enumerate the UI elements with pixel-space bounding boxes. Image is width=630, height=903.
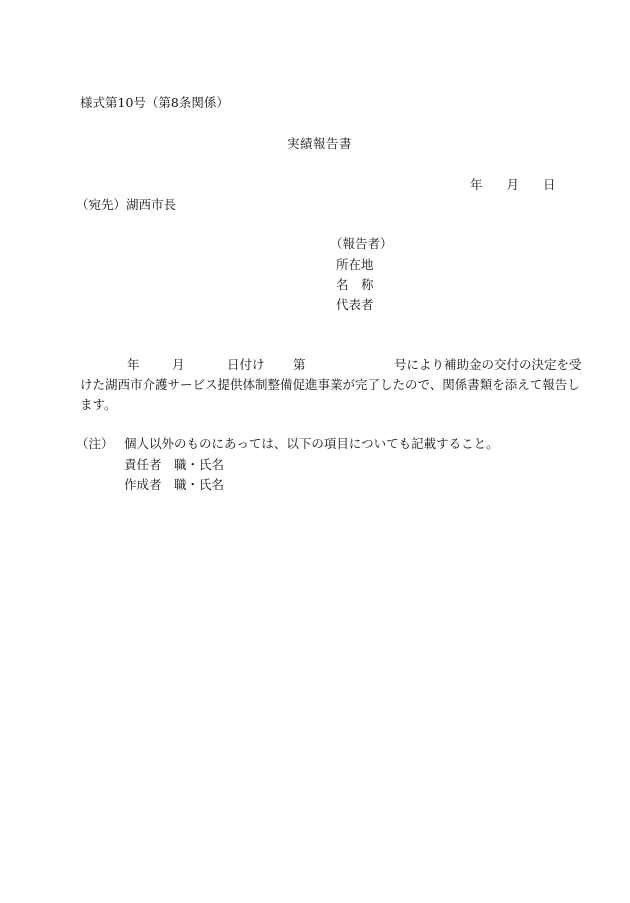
reporter-address-label: 所在地 [336, 257, 374, 272]
note-item-author: 作成者 職・氏名 [124, 477, 225, 492]
body-clause-end: 号により補助金の交付の決定を受 [394, 357, 582, 372]
body-month: 月 [172, 357, 185, 372]
note-text: 個人以外のものにあっては、以下の項目についても記載すること。 [124, 436, 499, 451]
reporter-heading: （報告者） [330, 236, 393, 251]
body-year: 年 [127, 357, 140, 372]
note-label: （注） [76, 436, 114, 451]
form-number: 様式第10号（第8条関係） [80, 95, 229, 110]
reporter-name-label: 名 称 [336, 277, 374, 292]
body-line-2: けた湖西市介護サービス提供体制整備促進事業が完了したので、関係書類を添えて報告し [80, 377, 580, 392]
reporter-representative-label: 代表者 [336, 297, 374, 312]
date-year: 年 [470, 177, 483, 192]
document-title: 実績報告書 [287, 136, 353, 151]
body-number-prefix: 第 [293, 357, 306, 372]
date-day: 日 [543, 177, 556, 192]
body-day-dated: 日付け [227, 357, 265, 372]
addressee: （宛先）湖西市長 [76, 197, 177, 212]
note-item-responsible: 責任者 職・氏名 [124, 457, 225, 472]
date-line [470, 179, 556, 192]
date-month: 月 [506, 177, 520, 192]
body-line-3: ます。 [80, 397, 117, 412]
